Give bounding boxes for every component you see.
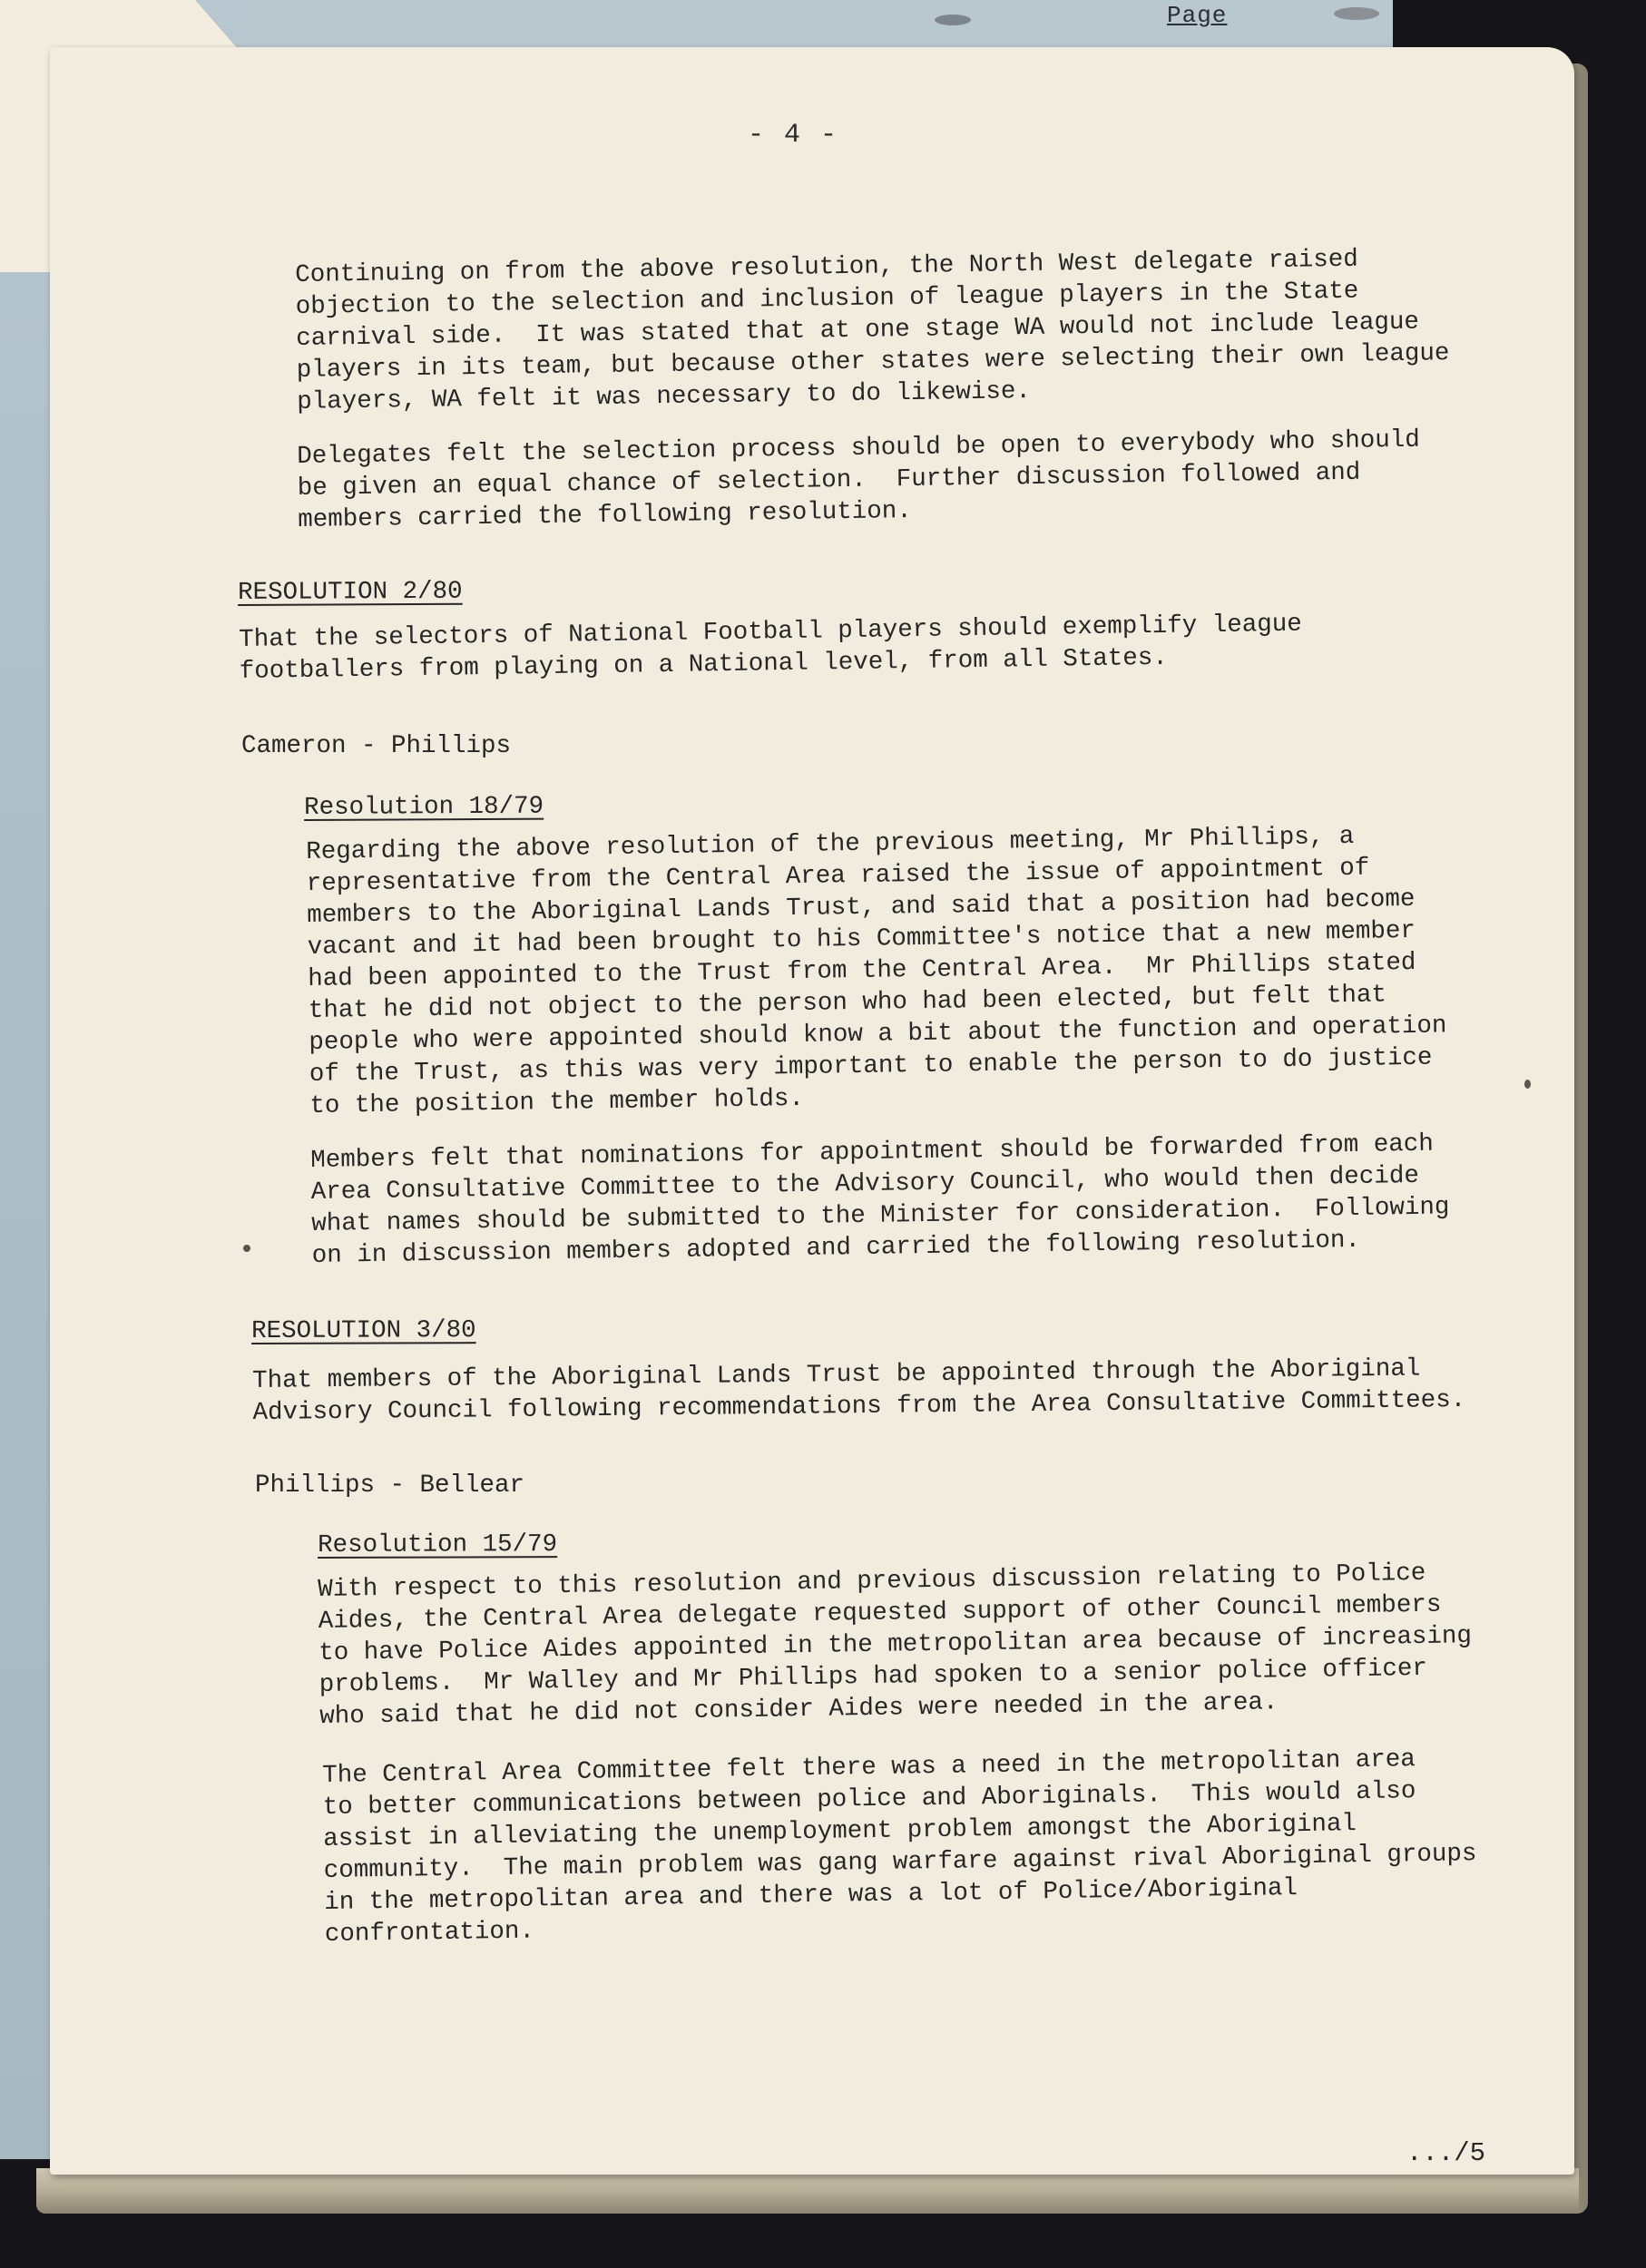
resolution-heading-3-80: RESOLUTION 3/80 [251,1316,476,1345]
paragraph-nominations: Members felt that nominations for appointment should be forwarded from each Area Consultative Committee to the Advisory Council, who would then decide what names should be submitted to the Minister for consideration. Following on in discussion members adopted and carried the following resolution. [310,1129,1450,1270]
paper-speck [1524,1080,1531,1089]
paragraph-selection-process: Delegates felt the selection process should be open to everybody who should be given an equal chance of selection. Further discussion followed and members carried the following resolution. [297,425,1421,534]
paper-speck [1334,7,1379,20]
paragraph-police-aides: With respect to this resolution and previous discussion relating to Police Aides, the Central Area delegate requested support of other Council members to have Police Aides appointed in the metropolitan area because of increasing problems. Mr Walley and Mr Phillips had spoken to a senior police officer who said that he did not consider Aides were needed in the area. [318,1559,1473,1731]
resolution-text-3-80: That members of the Aboriginal Lands Trust be appointed through the Aboriginal Advisory Council following recommendations from the Area Consultative Committees. [252,1354,1466,1427]
mover-seconder-cameron-phillips: Cameron - Phillips [241,732,512,760]
resolution-heading-18-79: Resolution 18/79 [304,792,544,822]
page-number: - 4 - [748,120,839,151]
paragraph-lands-trust-appointment: Regarding the above resolution of the previous meeting, Mr Phillips, a representative from the Central Area raised the issue of appointment of members to the Aboriginal Lands Trust, and said that a position had become vacant and it had been brought to his Committee's notice that a new member had been appointed to the Trust from the Central Area. Mr Phillips stated that he did not object to the person who had been elected, but felt that people who were appointed should know a bit about the function and operation of the Trust, as this was very important to enable the person to do justice to the position the member holds. [306,822,1447,1120]
resolution-heading-15-79: Resolution 15/79 [318,1530,558,1559]
paragraph-central-area-committee: The Central Area Committee felt there was a need in the metropolitan area to better communications between police and Aboriginals. This would also assist in alleviating the unemployment problem amongst the Aboriginal community. The main problem was gang warfare against rival Aboriginal groups in the metropolitan area and there was a lot of Police/Aboriginal confrontation. [322,1745,1477,1949]
paragraph-north-west-objection: Continuing on from the above resolution, the North West delegate raised objection to the selection and inclusion of league players in the State carnival side. It was stated that at one stage WA would not include league players in its team, but because other states were selecting their own league players, WA felt it was necessary to do likewise. [295,245,1450,416]
paper-speck [243,1245,250,1252]
mover-seconder-phillips-bellear: Phillips - Bellear [255,1471,525,1500]
resolution-text-2-80: That the selectors of National Football players should exemplify league footballers from playing on a National level, from all States. [239,610,1303,686]
resolution-heading-2-80: RESOLUTION 2/80 [238,577,463,607]
page-stack-bottom-edge [36,2168,1579,2214]
continuation-marker: .../5 [1406,2138,1486,2168]
previous-sheet-page-label: Page [1167,2,1228,29]
paper-speck [935,15,971,25]
